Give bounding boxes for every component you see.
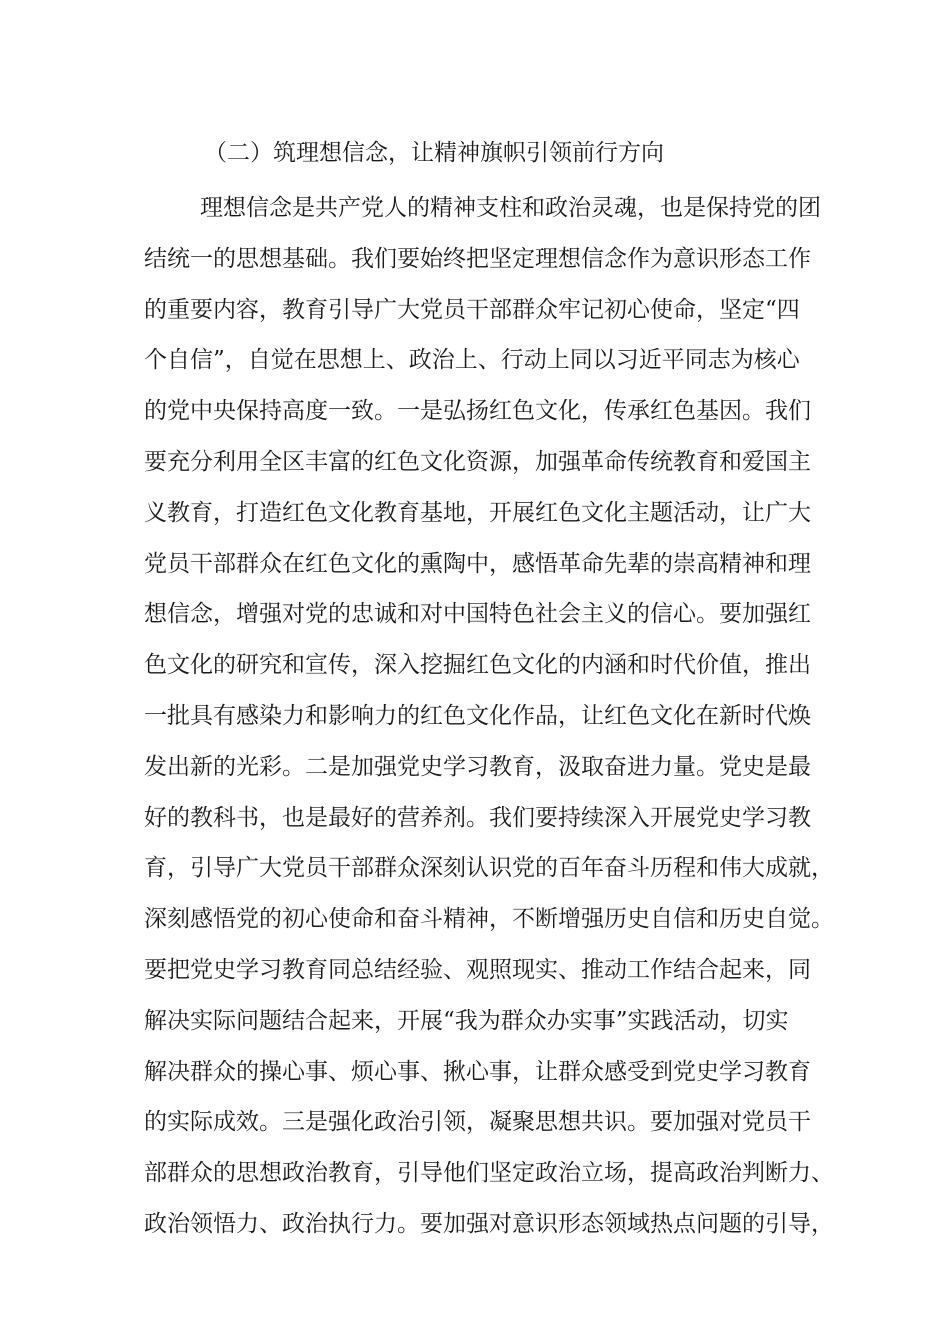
text-line: 理想信念是共产党人的精神支柱和政治灵魂，也是保持党的团 <box>200 195 821 221</box>
section-heading: （二）筑理想信念，让精神旗帜引领前行方向 <box>204 140 664 166</box>
text-line: 的重要内容，教育引导广大党员干部群众牢记初心使命，坚定“四 <box>144 296 800 323</box>
text-line: 色文化的研究和宣传，深入挖掘红色文化的内涵和时代价值，推出 <box>144 652 811 679</box>
text-line: 深刻感悟党的初心使命和奋斗精神，不断增强历史自信和历史自觉。 <box>144 906 834 933</box>
text-line: 解决群众的操心事、烦心事、揪心事，让群众感受到党史学习教育 <box>144 1058 811 1085</box>
text-line: 政治领悟力、政治执行力。要加强对意识形态领域热点问题的引导， <box>144 1210 834 1237</box>
text-line: 要把党史学习教育同总结经验、观照现实、推动工作结合起来，同 <box>144 956 811 983</box>
text-line: 义教育，打造红色文化教育基地，开展红色文化主题活动，让广大 <box>144 499 811 526</box>
text-line: 好的教科书，也是最好的营养剂。我们要持续深入开展党史学习教 <box>144 804 811 831</box>
text-line: 的党中央保持高度一致。一是弘扬红色文化，传承红色基因。我们 <box>144 398 811 425</box>
body-paragraph <box>144 183 834 1250</box>
text-line: 一批具有感染力和影响力的红色文化作品，让红色文化在新时代焕 <box>144 702 811 729</box>
text-line: 结统一的思想基础。我们要始终把坚定理想信念作为意识形态工作 <box>144 245 811 272</box>
text-line: 要充分利用全区丰富的红色文化资源，加强革命传统教育和爱国主 <box>144 448 811 475</box>
text-line: 部群众的思想政治教育，引导他们坚定政治立场，提高政治判断力、 <box>144 1160 834 1187</box>
text-line: 发出新的光彩。二是加强党史学习教育，汲取奋进力量。党史是最 <box>144 753 811 780</box>
text-line: 解决实际问题结合起来，开展“我为群众办实事”实践活动，切实 <box>144 1007 789 1034</box>
text-line: 的实际成效。三是强化政治引领，凝聚思想共识。要加强对党员干 <box>144 1109 811 1136</box>
text-line: 个自信”，自觉在思想上、政治上、行动上同以习近平同志为核心 <box>144 347 800 374</box>
text-line: 想信念，增强对党的忠诚和对中国特色社会主义的信心。要加强红 <box>144 601 811 628</box>
text-line: 育，引导广大党员干部群众深刻认识党的百年奋斗历程和伟大成就， <box>144 855 834 882</box>
text-line: 党员干部群众在红色文化的熏陶中，感悟革命先辈的崇高精神和理 <box>144 550 811 577</box>
